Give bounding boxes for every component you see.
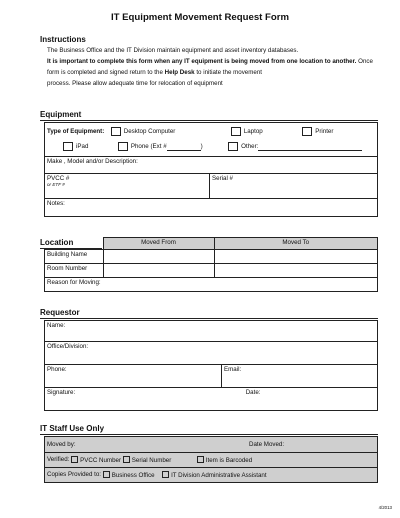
desktop-checkbox[interactable] (111, 127, 121, 136)
office-label: Office/Division: (47, 343, 89, 350)
other-option[interactable]: Other: (228, 143, 362, 150)
laptop-option[interactable]: Laptop (231, 128, 263, 135)
equipment-table (44, 122, 378, 217)
date-moved-label: Date Moved: (249, 441, 285, 448)
other-field[interactable] (258, 150, 362, 151)
ipad-checkbox[interactable] (63, 142, 73, 151)
email-field[interactable] (222, 365, 378, 388)
business-office-checkbox[interactable] (103, 471, 110, 478)
instructions-line-3-end: to initiate the movement (196, 69, 263, 76)
moved-from-header: Moved From (103, 238, 214, 250)
it-division-option[interactable]: IT Division Administrative Assistant (162, 472, 266, 479)
copies-label: Copies Provided to: (47, 471, 101, 479)
verified-row (45, 453, 378, 468)
etf-label: or ETF # (47, 182, 65, 187)
room-from-field[interactable] (103, 264, 214, 278)
reason-field[interactable] (45, 278, 378, 292)
pvcc-field[interactable] (45, 174, 210, 199)
business-office-option[interactable]: Business Office (103, 472, 155, 479)
office-field[interactable] (45, 342, 378, 365)
it-staff-heading: IT Staff Use Only (40, 424, 105, 433)
instructions-text (47, 45, 377, 89)
requestor-table (44, 320, 378, 411)
instructions-line-1: The Business Office and the IT Division maintain equipment and asset inventory databases. (47, 47, 299, 54)
phone-ext-field[interactable] (167, 150, 201, 151)
building-to-field[interactable] (214, 250, 378, 264)
desktop-option[interactable]: Desktop Computer (111, 128, 176, 135)
printer-checkbox[interactable] (302, 127, 312, 136)
date-label: Date: (245, 389, 261, 396)
make-model-field[interactable] (45, 157, 378, 174)
equipment-type-row (45, 123, 378, 157)
name-label: Name: (47, 322, 66, 329)
it-staff-rule (40, 434, 378, 435)
requestor-heading: Requestor (40, 308, 80, 317)
signature-row[interactable] (45, 388, 378, 411)
pvcc-number-option[interactable]: PVCC Number (71, 457, 121, 464)
serial-number-checkbox[interactable] (123, 456, 130, 463)
notes-label: Notes: (47, 200, 65, 207)
other-checkbox[interactable] (228, 142, 238, 151)
phone-label: Phone: (47, 366, 67, 373)
it-division-checkbox[interactable] (162, 471, 169, 478)
serial-field[interactable] (210, 174, 378, 199)
requestor-rule (40, 318, 378, 319)
ipad-option[interactable]: iPad (63, 143, 88, 150)
pvcc-label: PVCC # (47, 175, 70, 182)
reason-label: Reason for Moving: (47, 279, 101, 286)
email-label: Email: (224, 366, 242, 373)
phone-field[interactable] (45, 365, 222, 388)
verified-label: Verified: (47, 456, 70, 464)
room-to-field[interactable] (214, 264, 378, 278)
make-model-label: Make , Model and/or Description: (47, 158, 138, 165)
equipment-rule (40, 120, 378, 121)
phone-option[interactable]: Phone (Ext # ) (118, 143, 203, 150)
barcoded-option[interactable]: Item is Barcoded (197, 457, 252, 464)
instructions-line-2: It is important to complete this form when any IT equipment is being moved from one location to another. (47, 58, 357, 65)
signature-label: Signature: (47, 389, 76, 396)
instructions-line-4: process. Please allow adequate time for relocation of equipment (47, 80, 223, 87)
revision-date: 4/2013 (378, 505, 392, 510)
moved-by-row[interactable] (45, 437, 378, 453)
printer-option[interactable]: Printer (302, 128, 333, 135)
location-heading: Location (40, 238, 74, 247)
moved-to-header: Moved To (214, 238, 378, 250)
notes-field[interactable] (45, 199, 378, 217)
serial-label: Serial # (212, 175, 233, 182)
type-of-equipment-label: Type of Equipment: (47, 128, 105, 136)
building-name-label: Building Name (45, 250, 104, 264)
equipment-heading: Equipment (40, 110, 82, 119)
pvcc-number-checkbox[interactable] (71, 456, 78, 463)
instructions-heading: Instructions (40, 35, 86, 44)
serial-number-option[interactable]: Serial Number (123, 457, 172, 464)
location-table (44, 237, 378, 292)
building-from-field[interactable] (103, 250, 214, 264)
room-number-label: Room Number (45, 264, 104, 278)
instructions-line-3: Once form is completed and signed return to the (47, 58, 373, 76)
phone-checkbox[interactable] (118, 142, 128, 151)
page-title: IT Equipment Movement Request Form (110, 12, 290, 23)
copies-row (45, 468, 378, 483)
help-desk-text: Help Desk (164, 69, 195, 76)
barcoded-checkbox[interactable] (197, 456, 204, 463)
it-staff-table (44, 436, 378, 483)
name-field[interactable] (45, 321, 378, 342)
laptop-checkbox[interactable] (231, 127, 241, 136)
moved-by-label: Moved by: (47, 441, 76, 448)
